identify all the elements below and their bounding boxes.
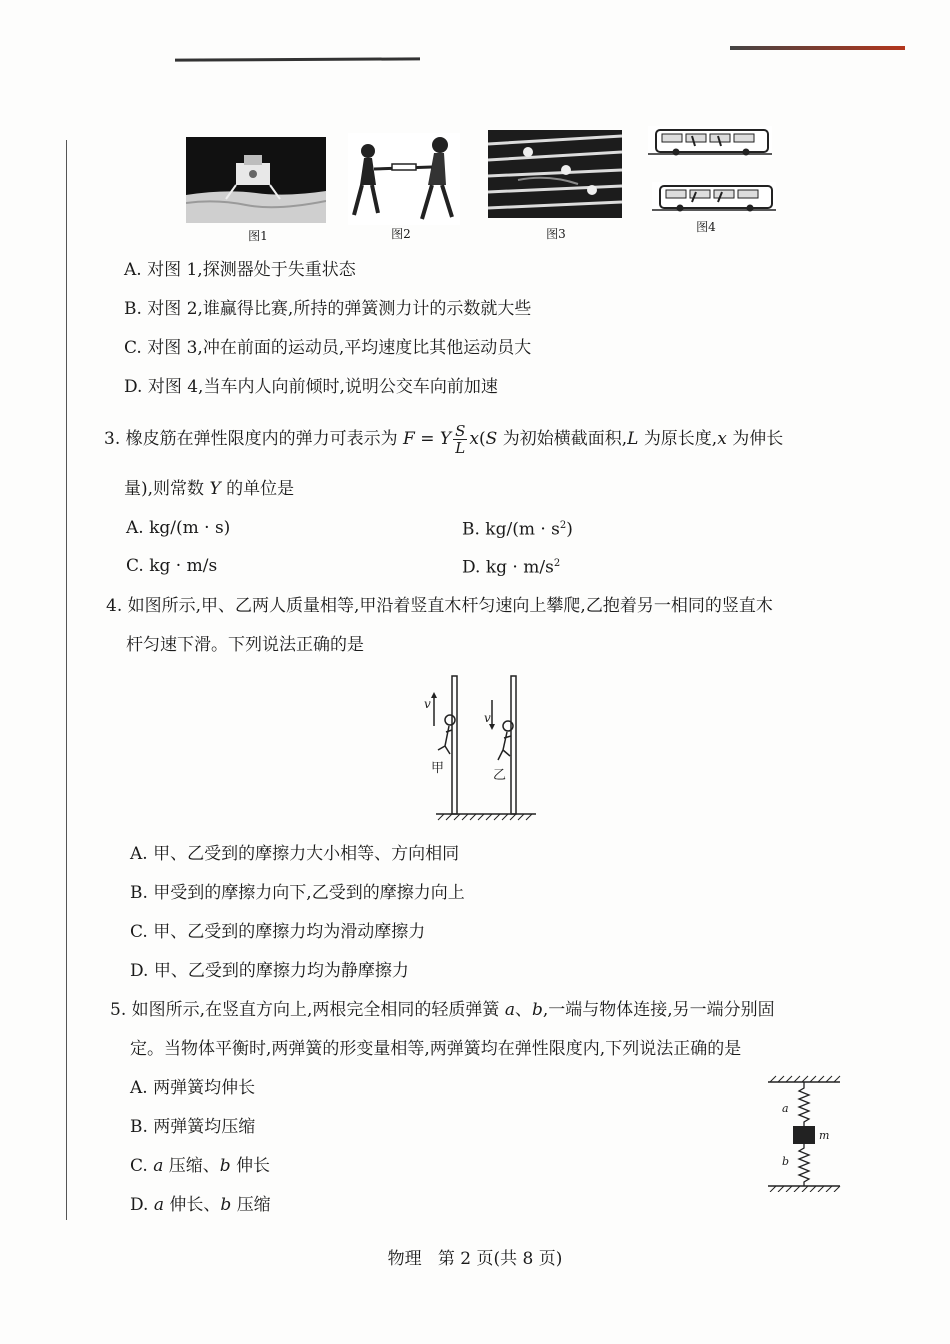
q5-option-a: A. 两弹簧均伸长 <box>130 1078 256 1098</box>
q5-option-d-mid: 伸长、 <box>169 1195 221 1215</box>
q3-var-s: S <box>485 429 498 449</box>
q3-stem-text-a: 橡皮筋在弹性限度内的弹力可表示为 <box>125 429 398 449</box>
q4-option-c: C. 甲、乙受到的摩擦力均为滑动摩擦力 <box>130 922 426 942</box>
q3-option-b-main: B. kg/(m · s <box>462 519 560 540</box>
q3-number: 3. <box>104 429 121 449</box>
q3-stem-text-c: 为初始横截面积, <box>502 429 628 449</box>
figure-4-bus-bottom <box>652 182 776 214</box>
figure-4-bus-top <box>648 126 772 158</box>
q5-var-b: b <box>531 1000 543 1020</box>
figure-3-speed-skaters <box>488 130 622 218</box>
q3-var-l: L <box>627 429 639 449</box>
scan-mark-top-left <box>175 57 420 61</box>
q3-stem-line2 <box>124 478 294 500</box>
q3-var-x: x <box>717 429 727 449</box>
q3-option-b <box>462 515 573 541</box>
q5-option-d-a: a <box>153 1195 164 1215</box>
q3-stem-text-d: 为原长度, <box>643 429 718 449</box>
q5-option-d-end: 压缩 <box>236 1195 271 1215</box>
q5-option-d-b: b <box>220 1195 232 1215</box>
q5-comma: 、 <box>514 1000 532 1020</box>
q5-option-c-mid: 压缩、 <box>168 1156 220 1176</box>
figure-2-tug-of-war <box>348 133 460 225</box>
q4-figure-label-v1: v <box>424 697 431 711</box>
scan-mark-top-right <box>730 46 905 50</box>
q5-option-d <box>130 1194 271 1216</box>
q5-option-c-a: a <box>153 1156 164 1176</box>
q4-figure-label-jia: 甲 <box>431 761 445 776</box>
q5-option-c-b: b <box>219 1156 231 1176</box>
q5-option-d-prefix: D. <box>130 1195 149 1215</box>
q3-option-d <box>462 553 560 579</box>
q3-stem-text-b: ( <box>479 429 486 449</box>
figure-1-caption: 图1 <box>248 229 268 243</box>
q4-option-d: D. 甲、乙受到的摩擦力均为静摩擦力 <box>130 961 409 981</box>
q5-stem-line1 <box>110 999 775 1021</box>
q4-stem-line2: 杆匀速下滑。下列说法正确的是 <box>126 635 364 655</box>
figure-1-lunar-lander <box>186 137 326 223</box>
q2-option-d: D. 对图 4,当车内人向前倾时,说明公交车向前加速 <box>124 377 498 397</box>
q5-stem-1a: 5. 如图所示,在竖直方向上,两根完全相同的轻质弹簧 <box>110 1000 500 1020</box>
q3-option-d-main: D. kg · m/s <box>462 557 554 578</box>
binding-margin-line <box>66 140 67 1220</box>
q5-figure-springs <box>766 1074 842 1192</box>
q3-option-b-sup: 2 <box>559 520 567 531</box>
q5-stem-1b: ,一端与物体连接,另一端分别固 <box>542 1000 775 1020</box>
q3-stem2-a: 量),则常数 <box>124 479 205 499</box>
q4-figure-climbers <box>418 670 538 830</box>
q5-stem-line2: 定。当物体平衡时,两弹簧的形变量相等,两弹簧均在弹性限度内,下列说法正确的是 <box>130 1039 742 1059</box>
q3-option-c: C. kg · m/s <box>126 556 218 576</box>
q3-var-y: Y <box>209 479 221 499</box>
q3-stem2-b: 的单位是 <box>226 479 295 499</box>
q5-figure-label-b: b <box>782 1155 790 1168</box>
q4-figure-label-yi: 乙 <box>493 768 507 783</box>
q5-var-a: a <box>504 1000 515 1020</box>
q2-option-a: A. 对图 1,探测器处于失重状态 <box>124 260 356 280</box>
q2-option-b: B. 对图 2,谁赢得比赛,所持的弹簧测力计的示数就大些 <box>124 299 532 319</box>
q3-option-b-end: ) <box>566 519 573 540</box>
page-footer: 物理 第 2 页(共 8 页) <box>387 1249 563 1269</box>
q5-option-c-prefix: C. <box>130 1156 148 1176</box>
q3-formula-fraction <box>453 423 467 456</box>
q4-stem-line1: 4. 如图所示,甲、乙两人质量相等,甲沿着竖直木杆匀速向上攀爬,乙抱着另一相同的竖直木 <box>106 596 773 616</box>
q4-figure-label-v2: v <box>484 711 491 725</box>
q3-formula-lhs: F = Y <box>403 429 452 449</box>
q5-figure-label-a: a <box>782 1102 789 1115</box>
q3-option-d-sup: 2 <box>553 558 561 569</box>
figure-4-caption: 图4 <box>696 220 716 234</box>
q4-option-b: B. 甲受到的摩擦力向下,乙受到的摩擦力向上 <box>130 883 465 903</box>
q3-frac-denominator: L <box>455 439 466 457</box>
q4-option-a: A. 甲、乙受到的摩擦力大小相等、方向相同 <box>130 844 460 864</box>
q5-figure-label-m: m <box>819 1129 830 1142</box>
q5-option-c-end: 伸长 <box>236 1156 271 1176</box>
q5-option-c <box>130 1155 270 1177</box>
q3-stem <box>104 423 783 456</box>
q3-frac-numerator: S <box>455 422 466 440</box>
q3-stem-text-e: 为伸长 <box>732 429 784 449</box>
q3-option-a: A. kg/(m · s) <box>126 518 231 538</box>
figure-3-caption: 图3 <box>546 227 566 241</box>
q2-option-c: C. 对图 3,冲在前面的运动员,平均速度比其他运动员大 <box>124 338 532 358</box>
q3-formula-x: x <box>469 429 479 449</box>
q5-option-b: B. 两弹簧均压缩 <box>130 1117 256 1137</box>
figure-2-caption: 图2 <box>391 227 411 241</box>
